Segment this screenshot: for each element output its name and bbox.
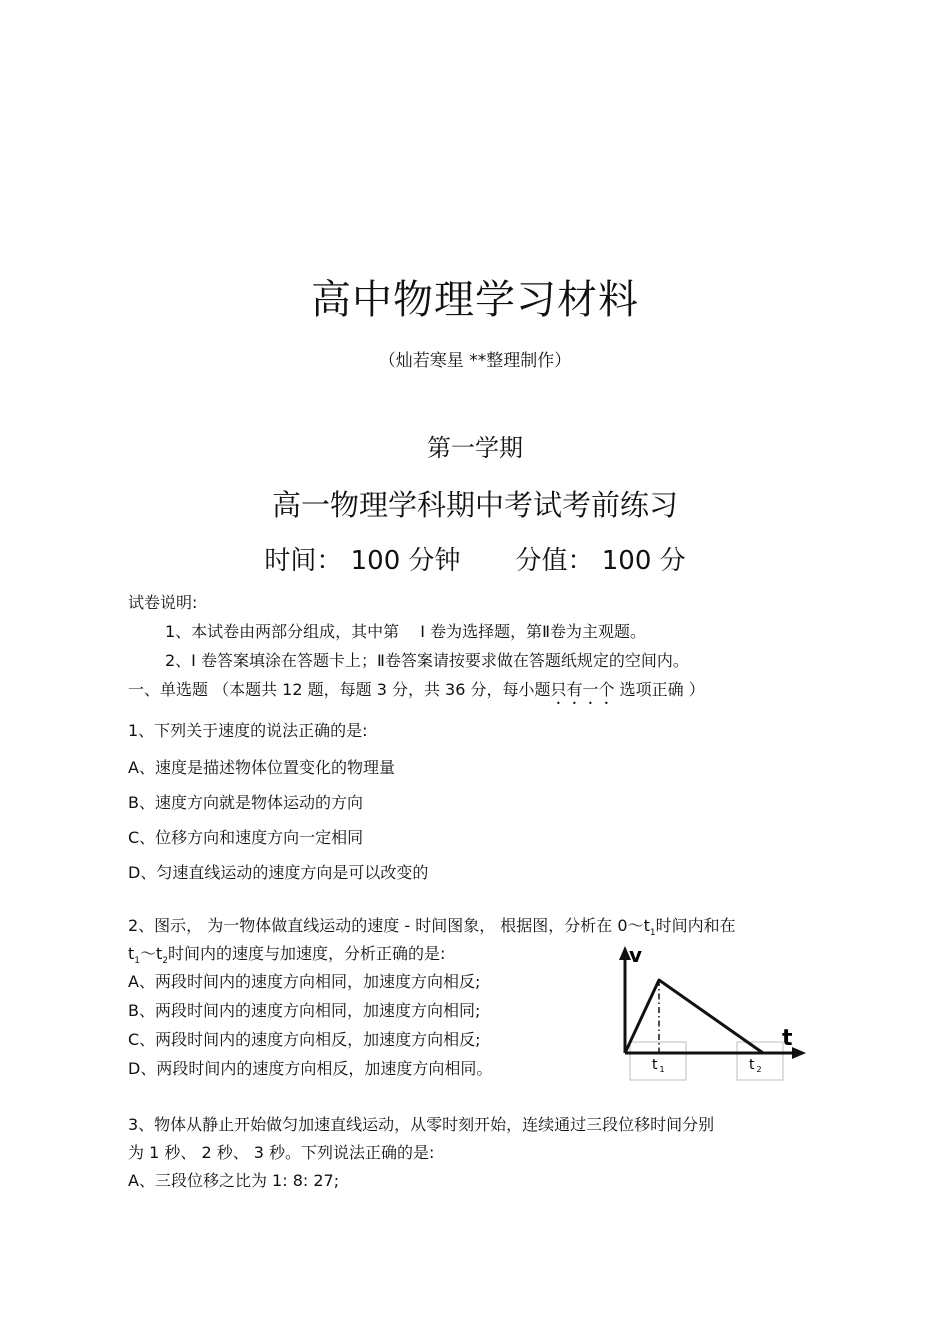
q3-stem-line-1: 3、物体从静止开始做匀加速直线运动，从零时刻开始，连续通过三段位移时间分别 bbox=[128, 1115, 715, 1134]
q1-option-c: C、位移方向和速度方向一定相同 bbox=[128, 828, 364, 847]
section-heading-single-choice bbox=[128, 677, 705, 708]
x-axis-label: t bbox=[782, 1026, 793, 1051]
q2-stem-subscript: 1 bbox=[649, 928, 656, 939]
score-label: 分值： 100 分 bbox=[515, 546, 686, 576]
time-label: 时间： 100 分钟 bbox=[264, 546, 461, 576]
section-heading-prefix: 一、单选题 （本题共 12 题，每题 3 分，共 36 分，每小题 bbox=[128, 680, 551, 699]
q2-stem2-text-c: 时间内的速度与加速度，分析正确的是: bbox=[168, 944, 446, 963]
t2-label: t $_2$ bbox=[749, 1057, 762, 1074]
exam-title: 高一物理学科期中考试考前练习 bbox=[271, 488, 678, 522]
t1-label-box bbox=[630, 1042, 686, 1080]
section-heading-suffix: 选项正确 ） bbox=[614, 680, 705, 699]
document-subtitle: （灿若寒星 **整理制作） bbox=[378, 351, 572, 371]
q2-stem2-text-b: ～t bbox=[140, 944, 163, 963]
q2-stem2-sub-1: 1 bbox=[134, 956, 141, 967]
q2-stem-text-a: 2、图示， 为一物体做直线运动的速度 - 时间图象， 根据图，分析在 0～t bbox=[128, 916, 650, 935]
q1-option-a: A、速度是描述物体位置变化的物理量 bbox=[128, 758, 395, 777]
q2-stem2-sub-2: 2 bbox=[162, 956, 169, 967]
y-axis-label: v bbox=[629, 943, 643, 967]
instruction-item-1: 1、本试卷由两部分组成，其中第 Ⅰ 卷为选择题，第Ⅱ卷为主观题。 bbox=[165, 622, 646, 641]
document-title: 高中物理学习材料 bbox=[311, 277, 639, 323]
q3-stem-line-2: 为 1 秒、 2 秒、 3 秒。下列说法正确的是: bbox=[128, 1143, 435, 1162]
q3-option-a: A、三段位移之比为 1: 8: 27; bbox=[128, 1171, 340, 1190]
velocity-time-graph bbox=[610, 940, 815, 1090]
instruction-item-2: 2、Ⅰ 卷答案填涂在答题卡上；Ⅱ卷答案请按要求做在答题纸规定的空间内。 bbox=[165, 651, 689, 670]
section-heading-emphasis: 只有一个 bbox=[550, 680, 615, 699]
instructions-heading: 试卷说明: bbox=[128, 593, 198, 612]
q2-stem-line-2 bbox=[128, 941, 445, 966]
q2-stem2-text-a: t bbox=[128, 944, 135, 963]
q2-option-a: A、两段时间内的速度方向相同，加速度方向相反; bbox=[128, 972, 481, 991]
q1-option-d: D、匀速直线运动的速度方向是可以改变的 bbox=[128, 863, 429, 882]
q1-stem: 1、下列关于速度的说法正确的是: bbox=[128, 721, 368, 740]
t1-label: t $_1$ bbox=[652, 1057, 665, 1074]
q2-option-b: B、两段时间内的速度方向相同，加速度方向相同; bbox=[128, 1001, 481, 1020]
time-score-line bbox=[0, 540, 950, 577]
q1-option-b: B、速度方向就是物体运动的方向 bbox=[128, 793, 363, 812]
t2-label-box bbox=[737, 1042, 783, 1080]
q2-option-c: C、两段时间内的速度方向相反，加速度方向相反; bbox=[128, 1030, 481, 1049]
q2-stem-line-1 bbox=[128, 913, 736, 938]
q2-option-d: D、两段时间内的速度方向相反，加速度方向相同。 bbox=[128, 1059, 493, 1078]
term-label: 第一学期 bbox=[427, 434, 523, 462]
q2-stem-text-b: 时间内和在 bbox=[655, 916, 736, 935]
x-axis-arrow-icon bbox=[792, 1047, 806, 1059]
